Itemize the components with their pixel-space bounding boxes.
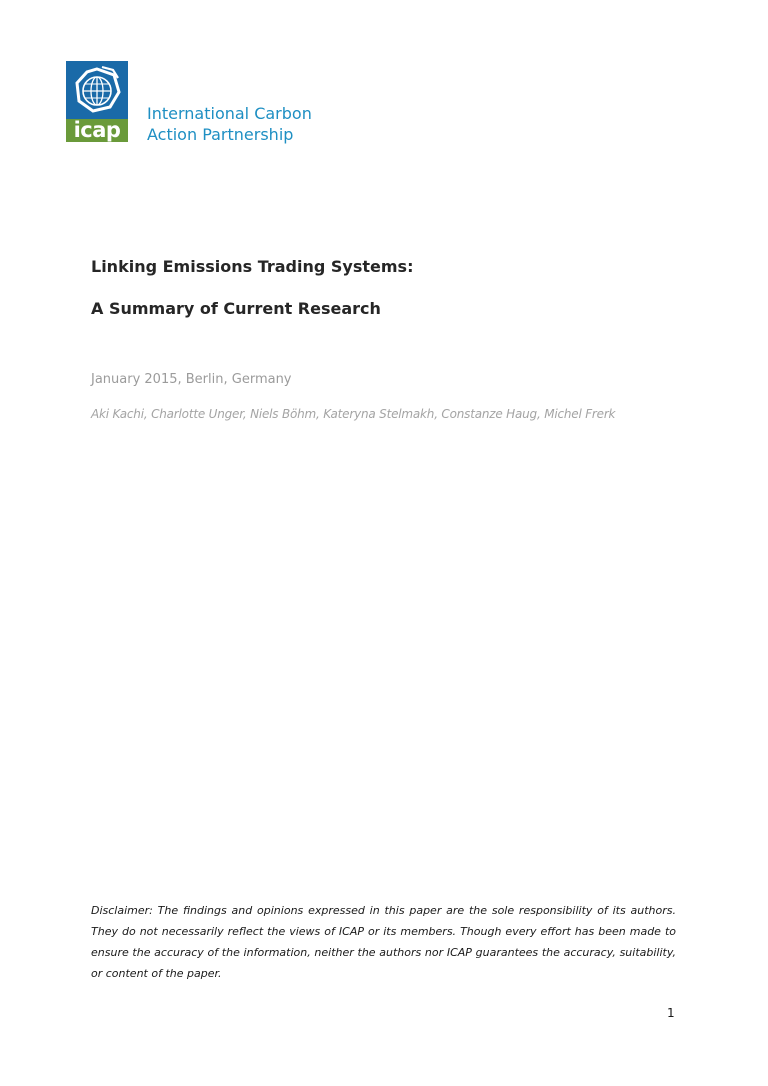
author-list: Aki Kachi, Charlotte Unger, Niels Böhm, Kateryna Stelmakh, Constanze Haug, Michel Frerk (91, 407, 616, 421)
organization-name (147, 103, 312, 145)
organization-name-line-1: International Carbon (147, 104, 312, 123)
logo-wordmark: icap (66, 119, 128, 142)
icap-logo (66, 61, 312, 145)
organization-name-line-2: Action Partnership (147, 125, 294, 144)
document-subtitle: A Summary of Current Research (91, 299, 381, 318)
logo-mark (66, 61, 128, 142)
document-title: Linking Emissions Trading Systems: (91, 257, 414, 276)
date-location: January 2015, Berlin, Germany (91, 372, 292, 387)
globe-icon (66, 61, 128, 119)
disclaimer: Disclaimer: The findings and opinions expressed in this paper are the sole responsibility of its authors. They do not necessarily reflect the views of ICAP or its members. Though every effort has been made to ensure the accuracy of the information, neither the authors nor ICAP guarantees the accuracy, suitability, or content of the paper. (91, 904, 676, 980)
page-number: 1 (667, 1006, 675, 1020)
